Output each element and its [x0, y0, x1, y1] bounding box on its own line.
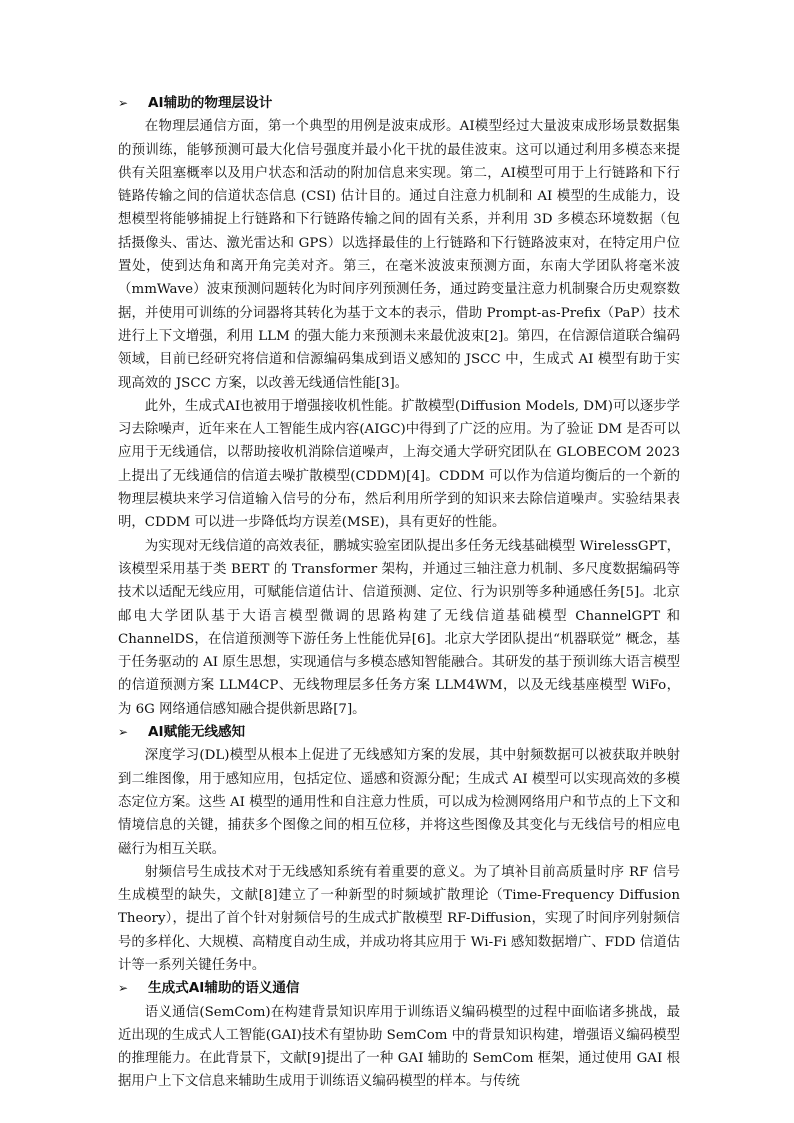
- heading-text: 生成式AI辅助的语义通信: [148, 980, 300, 997]
- arrow-bullet-icon: ➢: [118, 96, 129, 110]
- paragraph: 在物理层通信方面，第一个典型的用例是波束成形。AI模型经过大量波束成形场景数据集的预训练，能够预测可最大化信号强度并最小化干扰的最佳波束。这可以通过利用多模态来提供有关阻塞概率以及用户状态和活动的附加信息来实现。第二，AI模型可用于上行链路和下行链路传输之间的信道状态信息 (CSI) 估计目的。通过自注意力机制和 AI 模型的生成能力，设想模型将能够捕捉上行链路和下行链路传输之间的固有关系，并利用 3D 多模态环境数据（包括摄像头、雷达、激光雷达和 GPS）以选择最佳的上行链路和下行链路波束对，在特定用户位置处，使到达角和离开角完美对齐。第三，在毫米波波束预测方面，东南大学团队将毫米波（mmWave）波束预测问题转化为时间序列预测任务，通过跨变量注意力机制聚合历史观察数据，并使用可训练的分词器将其转化为基于文本的表示，借助 Prompt-as-Prefix（PaP）技术进行上下文增强，利用 LLM 的强大能力来预测未来最优波束[2]。第四，在信源信道联合编码领域，目前已经研究将信道和信源编码集成到语义感知的 JSCC 中，生成式 AI 模型有助于实现高效的 JSCC 方案，以改善无线通信性能[3]。: [118, 119, 680, 391]
- paragraph: 为实现对无线信道的高效表征，鹏城实验室团队提出多任务无线基础模型 WirelessGPT，该模型采用基于类 BERT 的 Transformer 架构，并通过三轴注意力机制、多尺度数据编码等技术以适配无线应用，可赋能信道估计、信道预测、定位、行为识别等多种通感任务[5]。北京邮电大学团队基于大语言模型微调的思路构建了无线信道基础模型 ChannelGPT 和 ChannelDS，在信道预测等下游任务上性能优异[6]。北京大学团队提出“机器联觉” 概念，基于任务驱动的 AI 原生思想，实现通信与多模态感知智能融合。其研发的基于预训练大语言模型的信道预测方案 LLM4CP、无线物理层多任务方案 LLM4WM，以及无线基座模型 WiFo，为 6G 网络通信感知融合提供新思路[7]。: [118, 538, 680, 717]
- section-heading-wireless-sensing: [118, 721, 680, 744]
- section-heading-physical-layer: [118, 92, 680, 115]
- section-heading-semantic-communication: [118, 977, 680, 1000]
- paragraph: 此外，生成式AI也被用于增强接收机性能。扩散模型(Diffusion Models, DM)可以逐步学习去除噪声，近年来在人工智能生成内容(AIGC)中得到了广泛的应用。为了验证 DM 是否可以应用于无线通信，以帮助接收机消除信道噪声，上海交通大学研究团队在 GLOBECOM 2023 上提出了无线通信的信道去噪扩散模型(CDDM)[4]。CDDM 可以作为信道均衡后的一个新的物理层模块来学习信道输入信号的分布，然后利用所学到的知识来去除信道噪声。实验结果表明，CDDM 可以进一步降低均方误差(MSE)，具有更好的性能。: [118, 398, 680, 531]
- arrow-bullet-icon: ➢: [118, 725, 129, 740]
- paragraph: 深度学习(DL)模型从根本上促进了无线感知方案的发展，其中射频数据可以被获取并映射到二维图像，用于感知应用，包括定位、遥感和资源分配；生成式 AI 模型可以实现高效的多模态定位方案。这些 AI 模型的通用性和自注意力性质，可以成为检测网络用户和节点的上下文和情境信息的关键，捕获多个图像之间的相互位移，并将这些图像及其变化与无线信号的相应电磁行为相互关联。: [118, 748, 680, 857]
- heading-text: AI辅助的物理层设计: [148, 95, 273, 111]
- paragraph: 射频信号生成技术对于无线感知系统有着重要的意义。为了填补目前高质量时序 RF 信号生成模型的缺失，文献[8]建立了一种新型的时频域扩散理论（Time-Frequency Diffusion Theory），提出了首个针对射频信号的生成式扩散模型 RF-Diffusion，实现了时间序列射频信号的多样化、大规模、高精度自动生成，并成功将其应用于 Wi-Fi 感知数据增广、FDD 信道估计等一系列关键任务中。: [118, 864, 680, 973]
- document-page: [118, 92, 680, 1094]
- heading-text: AI赋能无线感知: [148, 724, 246, 741]
- paragraph: 语义通信(SemCom)在构建背景知识库用于训练语义编码模型的过程中面临诸多挑战，最近出现的生成式人工智能(GAI)技术有望协助 SemCom 中的背景知识构建，增强语义编码模型的推理能力。在此背景下，文献[9]提出了一种 GAI 辅助的 SemCom 框架，通过使用 GAI 根据用户上下文信息来辅助生成用于训练语义编码模型的样本。与传统: [118, 1004, 680, 1090]
- arrow-bullet-icon: ➢: [118, 981, 129, 996]
